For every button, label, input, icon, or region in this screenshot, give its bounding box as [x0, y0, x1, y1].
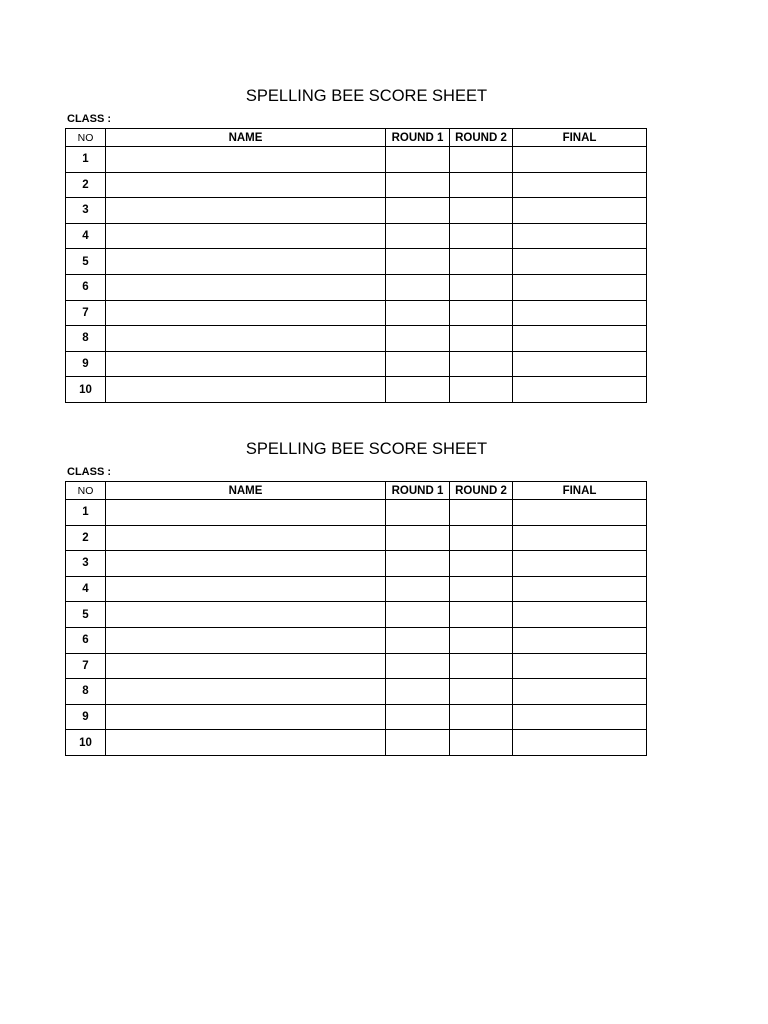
row-number: 6 [66, 274, 106, 300]
row-number: 7 [66, 653, 106, 679]
final-cell[interactable] [513, 653, 647, 679]
row-number: 3 [66, 198, 106, 224]
round-2-cell[interactable] [450, 602, 513, 628]
name-cell[interactable] [106, 198, 386, 224]
name-cell[interactable] [106, 172, 386, 198]
round-1-cell[interactable] [386, 223, 450, 249]
round-1-cell[interactable] [386, 377, 450, 403]
row-number: 4 [66, 576, 106, 602]
table-row [66, 500, 647, 526]
round-1-cell[interactable] [386, 704, 450, 730]
score-table [65, 481, 647, 756]
round-2-cell[interactable] [450, 147, 513, 173]
table-row [66, 525, 647, 551]
header-final: FINAL [513, 482, 647, 500]
row-number: 8 [66, 679, 106, 705]
score-sheet-1 [65, 84, 646, 403]
round-2-cell[interactable] [450, 551, 513, 577]
table-row [66, 274, 647, 300]
round-1-cell[interactable] [386, 198, 450, 224]
row-number: 3 [66, 551, 106, 577]
final-cell[interactable] [513, 172, 647, 198]
round-1-cell[interactable] [386, 551, 450, 577]
table-row [66, 198, 647, 224]
name-cell[interactable] [106, 274, 386, 300]
class-label: CLASS : [67, 113, 111, 125]
name-cell[interactable] [106, 223, 386, 249]
table-row [66, 653, 647, 679]
score-table [65, 128, 647, 403]
round-1-cell[interactable] [386, 525, 450, 551]
row-number: 4 [66, 223, 106, 249]
final-cell[interactable] [513, 223, 647, 249]
final-cell[interactable] [513, 198, 647, 224]
round-1-cell[interactable] [386, 500, 450, 526]
round-2-cell[interactable] [450, 172, 513, 198]
table-row [66, 602, 647, 628]
final-cell[interactable] [513, 300, 647, 326]
row-number: 10 [66, 377, 106, 403]
final-cell[interactable] [513, 377, 647, 403]
round-2-cell[interactable] [450, 576, 513, 602]
round-2-cell[interactable] [450, 223, 513, 249]
round-2-cell[interactable] [450, 653, 513, 679]
round-2-cell[interactable] [450, 198, 513, 224]
name-cell[interactable] [106, 653, 386, 679]
name-cell[interactable] [106, 679, 386, 705]
header-final: FINAL [513, 129, 647, 147]
row-number: 10 [66, 730, 106, 756]
score-sheet-2 [65, 437, 646, 756]
round-2-cell[interactable] [450, 300, 513, 326]
final-cell[interactable] [513, 274, 647, 300]
round-1-cell[interactable] [386, 274, 450, 300]
round-1-cell[interactable] [386, 679, 450, 705]
round-1-cell[interactable] [386, 326, 450, 352]
row-number: 8 [66, 326, 106, 352]
round-2-cell[interactable] [450, 730, 513, 756]
final-cell[interactable] [513, 576, 647, 602]
table-row [66, 351, 647, 377]
name-cell[interactable] [106, 602, 386, 628]
round-2-cell[interactable] [450, 351, 513, 377]
round-1-cell[interactable] [386, 653, 450, 679]
row-number: 2 [66, 172, 106, 198]
sheet-title: SPELLING BEE SCORE SHEET [245, 440, 488, 458]
final-cell[interactable] [513, 147, 647, 173]
table-row [66, 377, 647, 403]
name-cell[interactable] [106, 627, 386, 653]
round-2-cell[interactable] [450, 249, 513, 275]
name-cell[interactable] [106, 576, 386, 602]
header-name: NAME [106, 129, 386, 147]
final-cell[interactable] [513, 704, 647, 730]
row-number: 5 [66, 249, 106, 275]
name-cell[interactable] [106, 326, 386, 352]
table-row [66, 249, 647, 275]
header-no: NO [66, 129, 106, 147]
table-row [66, 576, 647, 602]
table-row [66, 730, 647, 756]
name-cell[interactable] [106, 351, 386, 377]
round-1-cell[interactable] [386, 300, 450, 326]
final-cell[interactable] [513, 627, 647, 653]
round-1-cell[interactable] [386, 147, 450, 173]
header-row [66, 129, 647, 147]
final-cell[interactable] [513, 326, 647, 352]
name-cell[interactable] [106, 300, 386, 326]
final-cell[interactable] [513, 351, 647, 377]
name-cell[interactable] [106, 147, 386, 173]
name-cell[interactable] [106, 551, 386, 577]
table-row [66, 627, 647, 653]
row-number: 9 [66, 704, 106, 730]
row-number: 5 [66, 602, 106, 628]
row-number: 1 [66, 147, 106, 173]
row-number: 7 [66, 300, 106, 326]
round-2-cell[interactable] [450, 326, 513, 352]
final-cell[interactable] [513, 679, 647, 705]
round-1-cell[interactable] [386, 576, 450, 602]
table-row [66, 172, 647, 198]
final-cell[interactable] [513, 500, 647, 526]
round-2-cell[interactable] [450, 679, 513, 705]
table-row [66, 300, 647, 326]
sheet-title: SPELLING BEE SCORE SHEET [245, 87, 488, 105]
table-row [66, 147, 647, 173]
class-label: CLASS : [67, 466, 111, 478]
round-2-cell[interactable] [450, 274, 513, 300]
round-2-cell[interactable] [450, 500, 513, 526]
row-number: 9 [66, 351, 106, 377]
header-round-1: ROUND 1 [386, 482, 450, 500]
header-name: NAME [106, 482, 386, 500]
name-cell[interactable] [106, 730, 386, 756]
round-2-cell[interactable] [450, 525, 513, 551]
final-cell[interactable] [513, 525, 647, 551]
round-1-cell[interactable] [386, 172, 450, 198]
header-round-2: ROUND 2 [450, 129, 513, 147]
round-1-cell[interactable] [386, 602, 450, 628]
header-row [66, 482, 647, 500]
round-2-cell[interactable] [450, 704, 513, 730]
final-cell[interactable] [513, 602, 647, 628]
round-2-cell[interactable] [450, 377, 513, 403]
header-no: NO [66, 482, 106, 500]
name-cell[interactable] [106, 377, 386, 403]
row-number: 1 [66, 500, 106, 526]
table-row [66, 679, 647, 705]
table-row [66, 551, 647, 577]
round-1-cell[interactable] [386, 730, 450, 756]
row-number: 6 [66, 627, 106, 653]
table-row [66, 326, 647, 352]
final-cell[interactable] [513, 551, 647, 577]
round-1-cell[interactable] [386, 249, 450, 275]
final-cell[interactable] [513, 730, 647, 756]
round-1-cell[interactable] [386, 351, 450, 377]
round-2-cell[interactable] [450, 627, 513, 653]
table-row [66, 704, 647, 730]
name-cell[interactable] [106, 704, 386, 730]
header-round-2: ROUND 2 [450, 482, 513, 500]
row-number: 2 [66, 525, 106, 551]
round-1-cell[interactable] [386, 627, 450, 653]
name-cell[interactable] [106, 525, 386, 551]
name-cell[interactable] [106, 249, 386, 275]
final-cell[interactable] [513, 249, 647, 275]
name-cell[interactable] [106, 500, 386, 526]
header-round-1: ROUND 1 [386, 129, 450, 147]
table-row [66, 223, 647, 249]
